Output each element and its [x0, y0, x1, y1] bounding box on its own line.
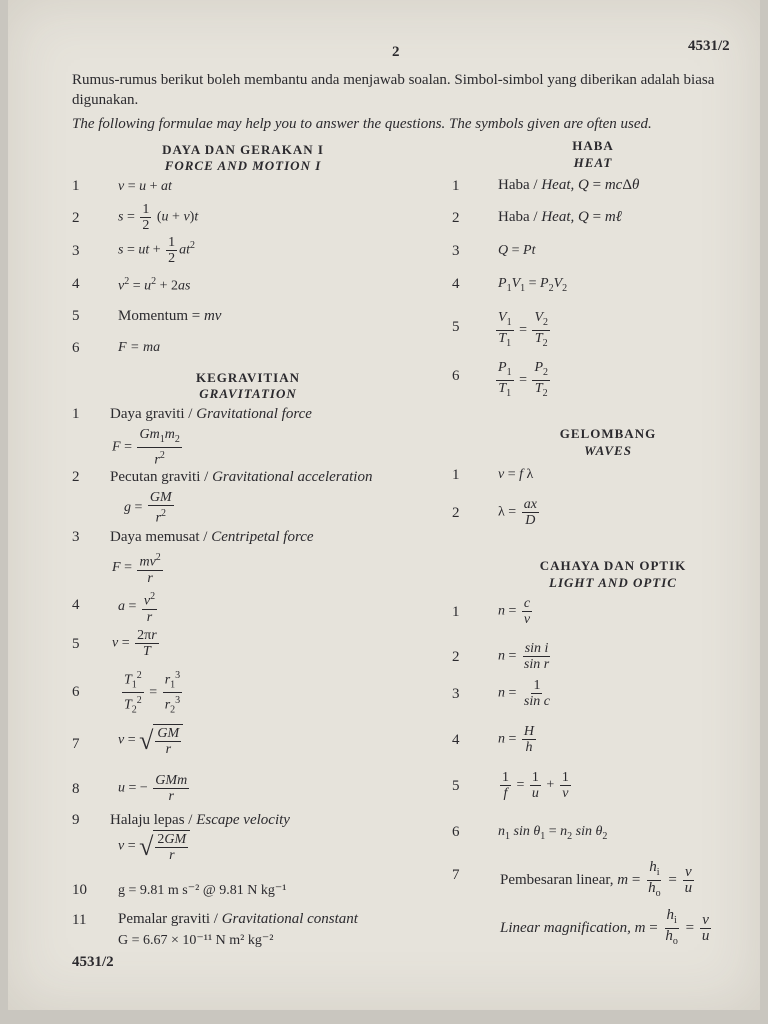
heat-number-1: 1 — [452, 178, 460, 194]
grav-number-11: 11 — [72, 912, 87, 928]
formula-momentum: Momentum = mv — [118, 308, 222, 324]
heat-number-2: 2 — [452, 210, 460, 226]
section-title-waves-en: WAVES — [584, 443, 632, 458]
formula-gravitational-acceleration: g = $\frac{GM}{r^2}$ — [124, 490, 172, 526]
formula-kepler-third-law: $\frac{T_1^2}{T_2^2}$ = $\frac{r_1^3}{r_2^3}$ — [124, 670, 181, 716]
formula-velocity-squared: $v^2 = u^2 + 2as$ — [118, 276, 191, 294]
section-title-light-en: LIGHT AND OPTIC — [549, 575, 677, 590]
grav-number-9: 9 — [72, 812, 80, 828]
wave-number-2: 2 — [452, 505, 460, 521]
label-centripetal-force: Daya memusat / Centripetal force — [110, 529, 314, 545]
paper-code-footer: 4531/2 — [72, 954, 114, 970]
formula-heat-capacity: Haba / Heat, Q = mcΔθ — [498, 177, 640, 193]
section-title-gravitation-en: GRAVITATION — [199, 386, 297, 401]
force-number-1: 1 — [72, 178, 80, 194]
section-title-heat-en: HEAT — [573, 155, 613, 170]
section-title-light-ms: CAHAYA DAN OPTIK — [539, 558, 687, 573]
formula-charles-law: $\frac{V_1}{T_1}$ = $\frac{V_2}{T_2}$ — [498, 310, 549, 349]
heat-number-4: 4 — [452, 276, 460, 292]
heat-number-5: 5 — [452, 319, 460, 335]
force-number-3: 3 — [72, 243, 80, 259]
force-number-4: 4 — [72, 276, 80, 292]
grav-number-2: 2 — [72, 469, 80, 485]
formula-heat-power: Q = Pt — [498, 243, 536, 258]
formula-boyle-law: $P_1V_1 = P_2V_2$ — [498, 276, 568, 294]
label-gravitational-constant: Pemalar graviti / Gravitational constant — [118, 911, 358, 927]
grav-number-3: 3 — [72, 529, 80, 545]
heat-number-3: 3 — [452, 243, 460, 259]
intro-malay: Rumus-rumus berikut boleh membantu anda menjawab soalan. Simbol-simbol yang diberikan adalah biasa digunakan. — [72, 72, 715, 108]
momentum-label: Momentum — [118, 308, 188, 324]
force-number-6: 6 — [72, 340, 80, 356]
formula-linear-magnification-ms: Pembesaran linear, m = $\frac{h_i}{h_o}$ = $\frac{v}{u}$ — [500, 859, 693, 899]
formula-centripetal-acceleration: a = $\frac{v^2}{r}$ — [118, 591, 156, 625]
label-gravitational-force: Daya graviti / Gravitational force — [110, 406, 312, 422]
formula-lens-equation: $\frac{1}{f}$ = $\frac{1}{u}$ + $\frac{1}{v}$ — [502, 770, 569, 801]
formula-real-apparent-depth: n = $\frac{H}{h}$ — [498, 724, 535, 755]
formula-escape-velocity: v = √ $\frac{2GM}{r}$ — [118, 830, 190, 863]
formula-orbital-velocity: v = $\frac{2\pi r}{T}$ — [112, 628, 157, 659]
light-number-7: 7 — [452, 867, 460, 883]
section-title-force-ms: DAYA DAN GERAKAN I — [162, 142, 324, 157]
heat-number-6: 6 — [452, 368, 460, 384]
page-number: 2 — [392, 44, 400, 60]
formula-snell-law: n = $\frac{\text{sin i}}{\text{sin r}}$ — [498, 641, 550, 672]
section-title-heat-ms: HABA — [572, 138, 614, 153]
formula-linear-magnification-en: Linear magnification, m = $\frac{h_i}{h_o}$ = $\frac{v}{u}$ — [500, 907, 710, 947]
formula-velocity: v = u + at — [118, 179, 172, 194]
wave-number-1: 1 — [452, 467, 460, 483]
formula-satellite-velocity: v = √ $\frac{GM}{r}$ — [118, 724, 183, 757]
light-number-1: 1 — [452, 604, 460, 620]
formula-critical-angle: n = $\frac{1}{\text{sin c}}$ — [498, 678, 550, 709]
formula-pressure-law: $\frac{P_1}{T_1}$ = $\frac{P_2}{T_2}$ — [498, 360, 549, 399]
formula-gravitational-force: F = $\frac{Gm_1m_2}{r^2}$ — [112, 427, 180, 468]
formula-gravitational-constant: G = 6.67 × 10⁻¹¹ N m² kg⁻² — [118, 933, 274, 948]
light-number-2: 2 — [452, 649, 460, 665]
section-title-waves-ms: GELOMBANG — [559, 426, 657, 441]
section-title-gravitation-ms: KEGRAVITIAN — [196, 370, 300, 385]
formula-centripetal-force: F = $\frac{mv^2}{r}$ — [112, 552, 161, 586]
exam-page — [8, 0, 760, 1010]
grav-number-5: 5 — [72, 636, 80, 652]
formula-displacement-average: s = $\frac{1}{2}$ (u + v)t — [118, 202, 199, 233]
section-title-force-en: FORCE AND MOTION I — [164, 158, 322, 173]
grav-number-1: 1 — [72, 406, 80, 422]
intro-english: The following formulae may help you to answer the questions. The symbols given are often used. — [72, 116, 652, 132]
grav-number-7: 7 — [72, 736, 80, 752]
formula-snell-general: $n_1$ $\sin \theta_1 = n_2$ $\sin \theta_2$ — [498, 824, 608, 842]
grav-number-8: 8 — [72, 781, 80, 797]
grav-number-4: 4 — [72, 597, 80, 613]
label-gravitational-acceleration: Pecutan graviti / Gravitational acceleration — [110, 469, 373, 485]
formula-gravity-constant-value: g = 9.81 m s⁻² @ 9.81 N kg⁻¹ — [118, 883, 287, 898]
formula-latent-heat: Haba / Heat, Q = mℓ — [498, 209, 622, 225]
paper-code-header: 4531/2 — [688, 38, 730, 54]
light-number-6: 6 — [452, 824, 460, 840]
formula-interference-wavelength: λ = $\frac{ax}{D}$ — [498, 497, 537, 528]
formula-force: F = ma — [118, 340, 161, 355]
force-number-5: 5 — [72, 308, 80, 324]
light-number-5: 5 — [452, 778, 460, 794]
formula-refractive-index-speed: n = $\frac{c}{v}$ — [498, 596, 531, 627]
grav-number-6: 6 — [72, 684, 80, 700]
formula-wave-speed: v = f λ — [498, 467, 534, 482]
light-number-4: 4 — [452, 732, 460, 748]
label-escape-velocity: Halaju lepas / Escape velocity — [110, 812, 290, 828]
formula-displacement-acceleration: s = ut + $\frac{1}{2}$ $at^2$ — [118, 235, 196, 266]
grav-number-10: 10 — [72, 882, 87, 898]
light-number-3: 3 — [452, 686, 460, 702]
formula-gravitational-potential: u = − $\frac{\text{GMm}}{r}$ — [118, 773, 188, 804]
force-number-2: 2 — [72, 210, 80, 226]
